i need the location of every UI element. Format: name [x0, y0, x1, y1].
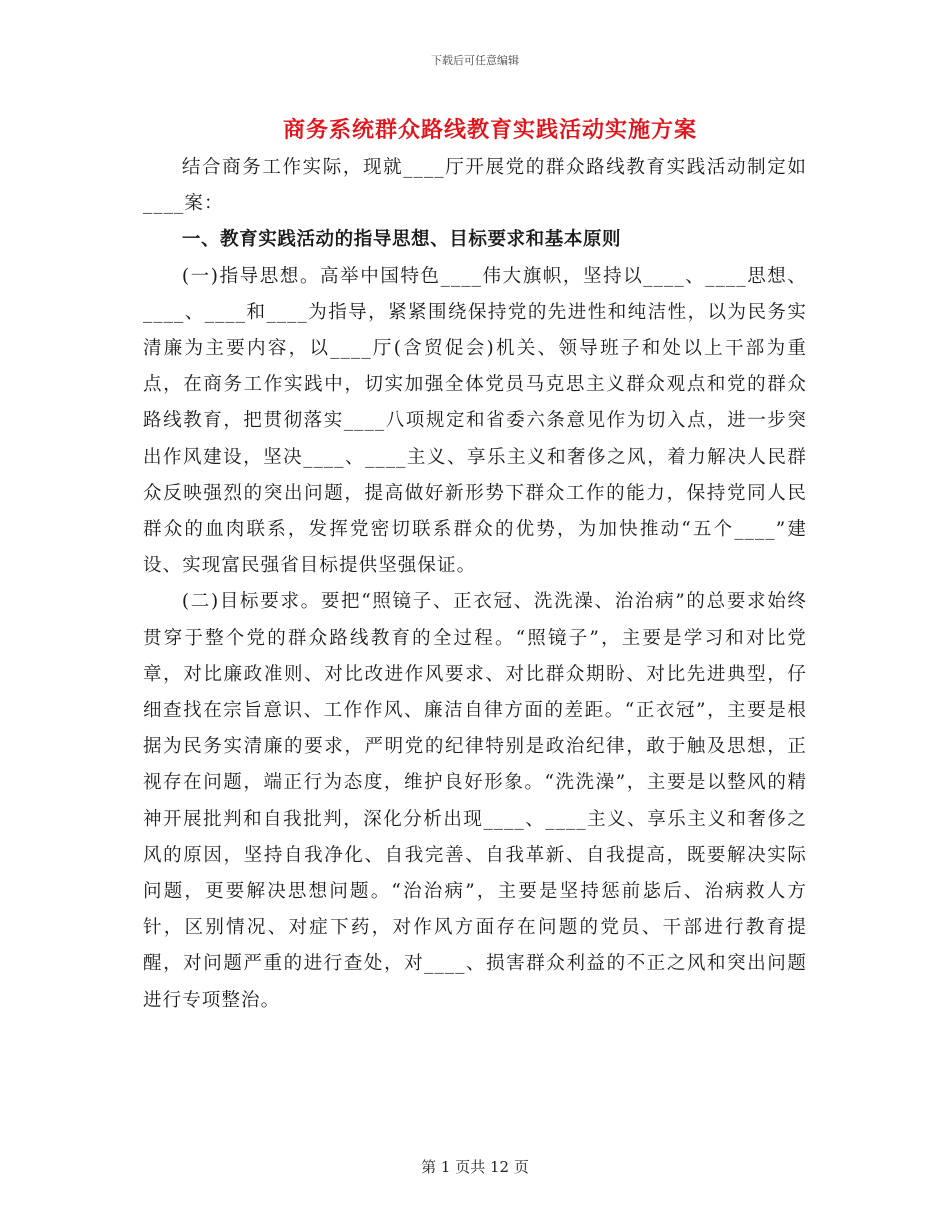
guiding-thought-paragraph: (一)指导思想。高举中国特色____伟大旗帜，坚持以____、____思想、____、____和____为指导，紧紧围绕保持党的先进性和纯洁性，以为民务实清廉为主要内容，以____厅(含贸促会)机关、领导班子和处以上干部为重点，在商务工作实践中，切实加强全体党员马克思主义群众观点和党的群众路线教育，把贯彻落实____八项规定和省委六条意见作为切入点，进一步突出作风建设，坚决____、____主义、享乐主义和奢侈之风，着力解决人民群众反映强烈的突出问题，提高做好新形势下群众工作的能力，保持党同人民群众的血肉联系，发挥党密切联系群众的优势，为加快推动“五个____”建设、实现富民强省目标提供坚强保证。 — [143, 265, 807, 577]
document-body — [143, 150, 807, 1019]
section-heading: 一、教育实践活动的指导思想、目标要求和基本原则 — [181, 229, 622, 251]
objectives-paragraph: (二)目标要求。要把“照镜子、正衣冠、洗洗澡、治治病”的总要求始终贯穿于整个党的群众路线教育的全过程。“照镜子”，主要是学习和对比党章，对比廉政准则、对比改进作风要求、对比群众期盼、对比先进典型，仔细查找在宗旨意识、工作作风、廉洁自律方面的差距。“正衣冠”，主要是根据为民务实清廉的要求，严明党的纪律特别是政治纪律，敢于触及思想，正视存在问题，端正行为态度，维护良好形象。“洗洗澡”，主要是以整风的精神开展批判和自我批判，深化分析出现____、____主义、享乐主义和奢侈之风的原因，坚持自我净化、自我完善、自我革新、自我提高，既要解决实际问题，更要解决思想问题。“治治病”，主要是坚持惩前毖后、治病救人方针，区别情况、对症下药，对作风方面存在问题的党员、干部进行教育提醒，对问题严重的进行查处，对____、损害群众利益的不正之风和突出问题进行专项整治。 — [143, 591, 807, 1011]
page-number: 第 1 页共 12 页 — [421, 1158, 529, 1176]
document-title: 商务系统群众路线教育实践活动实施方案 — [282, 117, 697, 143]
header-note: 下载后可任意编辑 — [431, 54, 519, 67]
intro-paragraph: 结合商务工作实际，现就____厅开展党的群众路线教育实践活动制定如____案： — [143, 157, 807, 215]
